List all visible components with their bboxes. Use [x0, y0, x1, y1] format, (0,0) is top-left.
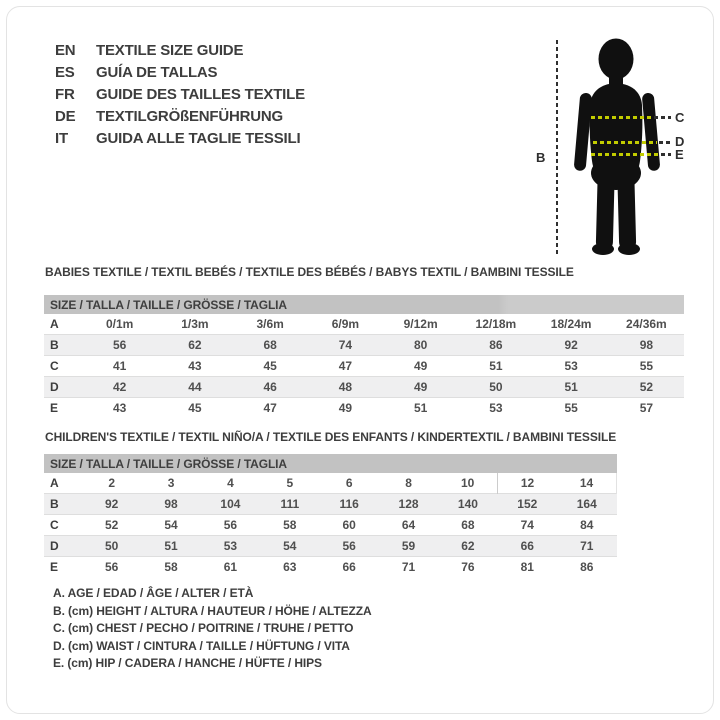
cell-value: 98 — [609, 335, 684, 356]
hip-label: E — [675, 147, 684, 162]
cell-value: 92 — [534, 335, 609, 356]
cell-value: 56 — [82, 335, 157, 356]
row-label: E — [50, 560, 59, 574]
row-label: A — [50, 317, 59, 331]
language-code: FR — [55, 85, 75, 103]
cell-value: 48 — [308, 377, 383, 398]
cell-value: 66 — [342, 560, 356, 574]
cell-value: 53 — [201, 536, 260, 557]
cell-value: 54 — [260, 536, 319, 557]
language-row — [55, 127, 305, 149]
language-row — [55, 83, 305, 105]
cell-value: 43 — [188, 359, 202, 373]
chest-measure-line — [591, 116, 651, 119]
language-title: GUÍA DE TALLAS — [96, 63, 218, 81]
language-code: ES — [55, 63, 75, 81]
cell-value: 6 — [345, 476, 353, 490]
cell-value: 92 — [82, 494, 141, 515]
cell-value: 14 — [557, 473, 617, 494]
cell-value: 71 — [401, 560, 416, 574]
cell-value: 6/9m — [331, 317, 360, 331]
cell-value: 50 — [458, 377, 533, 398]
table-row — [44, 557, 617, 578]
cell-value: 140 — [438, 494, 497, 515]
hip-measure-line — [591, 153, 659, 156]
table-row — [44, 356, 684, 377]
cell-value: 53 — [564, 359, 578, 373]
cell-value: 52 — [105, 518, 119, 532]
language-code: IT — [55, 129, 68, 147]
cell-value: 44 — [157, 377, 232, 398]
cell-value: 74 — [308, 335, 383, 356]
language-row — [55, 105, 305, 127]
chest-label: C — [675, 110, 685, 125]
cell-value: 49 — [383, 377, 458, 398]
cell-value: 84 — [580, 518, 594, 532]
language-row — [55, 61, 305, 83]
cell-value: 56 — [320, 536, 379, 557]
cell-value: 61 — [223, 560, 238, 574]
cell-value: 10 — [461, 476, 475, 490]
language-title: GUIDE DES TAILLES TEXTILE — [96, 85, 305, 103]
size-header: SIZE / TALLA / TAILLE / GRÖSSE / TAGLIA — [44, 454, 617, 473]
cell-value: 64 — [401, 518, 416, 532]
cell-value: 1/3m — [181, 317, 209, 331]
table-row — [44, 335, 684, 356]
cell-value: 98 — [141, 494, 200, 515]
hip-pointer-line — [661, 153, 671, 156]
babies-section-title: BABIES TEXTILE / TEXTIL BEBÉS / TEXTILE DES BÉBÉS / BABYS TEXTIL / BAMBINI TESSILE — [45, 265, 574, 279]
cell-value: 76 — [461, 560, 475, 574]
waist-measure-line — [593, 141, 657, 144]
language-title: TEXTILE SIZE GUIDE — [96, 41, 244, 59]
cell-value: 53 — [489, 401, 503, 415]
cell-value: 164 — [557, 494, 617, 515]
cell-value: 18/24m — [550, 317, 592, 331]
legend-line-height: B. (cm) HEIGHT / ALTURA / HAUTEUR / HÖHE / ALTEZZA — [53, 603, 372, 618]
cell-value: 59 — [379, 536, 438, 557]
waist-label: D — [675, 134, 685, 149]
table-row — [44, 398, 684, 419]
cell-value: 128 — [379, 494, 438, 515]
cell-value: 45 — [188, 401, 202, 415]
cell-value: 80 — [383, 335, 458, 356]
row-label: B — [44, 335, 82, 356]
row-label: C — [50, 518, 59, 532]
cell-value: 60 — [342, 518, 356, 532]
cell-value: 46 — [233, 377, 308, 398]
language-list — [55, 39, 305, 149]
cell-value: 4 — [227, 476, 234, 490]
cell-value: 152 — [498, 494, 557, 515]
cell-value: 116 — [320, 494, 379, 515]
children-section-title: CHILDREN'S TEXTILE / TEXTIL NIÑO/A / TEXTILE DES ENFANTS / KINDERTEXTIL / BAMBINI TESSILE — [45, 430, 617, 444]
row-label: D — [44, 536, 82, 557]
row-label: A — [50, 476, 59, 490]
measurement-legend — [53, 586, 372, 674]
language-code: EN — [55, 41, 76, 59]
table-row — [44, 536, 617, 557]
cell-value: 52 — [609, 377, 684, 398]
cell-value: 57 — [639, 401, 654, 415]
cell-value: 66 — [498, 536, 557, 557]
cell-value: 8 — [405, 476, 412, 490]
children-size-table — [44, 454, 617, 577]
cell-value: 74 — [520, 518, 534, 532]
legend-line-waist: D. (cm) WAIST / CINTURA / TAILLE / HÜFTUNG / VITA — [53, 638, 350, 653]
height-measure-line — [556, 40, 558, 256]
cell-value: 54 — [164, 518, 178, 532]
cell-value: 68 — [233, 335, 308, 356]
size-header-row — [44, 454, 617, 473]
table-row — [44, 377, 684, 398]
size-header-row — [44, 295, 684, 314]
row-label: C — [50, 359, 59, 373]
cell-value: 51 — [489, 359, 503, 373]
cell-value: 51 — [141, 536, 200, 557]
size-header: SIZE / TALLA / TAILLE / GRÖSSE / TAGLIA — [44, 295, 684, 314]
table-row — [44, 473, 617, 494]
legend-line-hip: E. (cm) HIP / CADERA / HANCHE / HÜFTE / HIPS — [53, 656, 322, 671]
cell-value: 3 — [167, 476, 175, 490]
cell-value: 86 — [580, 560, 594, 574]
cell-value: 55 — [564, 401, 578, 415]
cell-value: 47 — [338, 359, 353, 373]
cell-value: 63 — [283, 560, 297, 574]
cell-value: 51 — [534, 377, 609, 398]
cell-value: 62 — [438, 536, 497, 557]
table-row — [44, 515, 617, 536]
cell-value: 24/36m — [626, 317, 667, 331]
cell-value: 56 — [223, 518, 238, 532]
chest-pointer-line — [654, 116, 671, 119]
cell-value: 62 — [157, 335, 232, 356]
language-title: TEXTILGRÖßENFÜHRUNG — [96, 107, 284, 125]
height-label: B — [536, 150, 546, 165]
cell-value: 12 — [498, 473, 557, 494]
child-silhouette-icon — [572, 33, 662, 257]
cell-value: 55 — [639, 359, 654, 373]
cell-value: 56 — [105, 560, 119, 574]
row-label: E — [50, 401, 59, 415]
cell-value: 2 — [108, 476, 116, 490]
row-label: D — [44, 377, 82, 398]
cell-value: 86 — [458, 335, 533, 356]
cell-value: 5 — [286, 476, 294, 490]
legend-line-age: A. AGE / EDAD / ÂGE / ALTER / ETÀ — [53, 586, 254, 600]
cell-value: 104 — [201, 494, 260, 515]
cell-value: 41 — [112, 359, 127, 373]
legend-line-chest: C. (cm) CHEST / PECHO / POITRINE / TRUHE / PETTO — [53, 621, 354, 636]
cell-value: 47 — [263, 401, 277, 415]
cell-value: 49 — [413, 359, 428, 373]
cell-value: 49 — [338, 401, 353, 415]
cell-value: 58 — [164, 560, 178, 574]
cell-value: 58 — [283, 518, 297, 532]
cell-value: 68 — [461, 518, 475, 532]
cell-value: 3/6m — [256, 317, 284, 331]
cell-value: 111 — [260, 494, 319, 515]
cell-value: 71 — [557, 536, 617, 557]
babies-size-table — [44, 295, 684, 418]
cell-value: 9/12m — [403, 317, 438, 331]
language-code: DE — [55, 107, 76, 125]
cell-value: 45 — [263, 359, 277, 373]
cell-value: 51 — [413, 401, 428, 415]
row-label: B — [44, 494, 82, 515]
cell-value: 12/18m — [475, 317, 517, 331]
cell-value: 81 — [520, 560, 534, 574]
waist-pointer-line — [659, 141, 671, 144]
cell-value: 42 — [82, 377, 157, 398]
language-title: GUIDA ALLE TAGLIE TESSILI — [96, 129, 301, 147]
cell-value: 50 — [82, 536, 141, 557]
language-row — [55, 39, 305, 61]
cell-value: 0/1m — [105, 317, 134, 331]
cell-value: 43 — [112, 401, 127, 415]
table-row — [44, 494, 617, 515]
table-row — [44, 314, 684, 335]
